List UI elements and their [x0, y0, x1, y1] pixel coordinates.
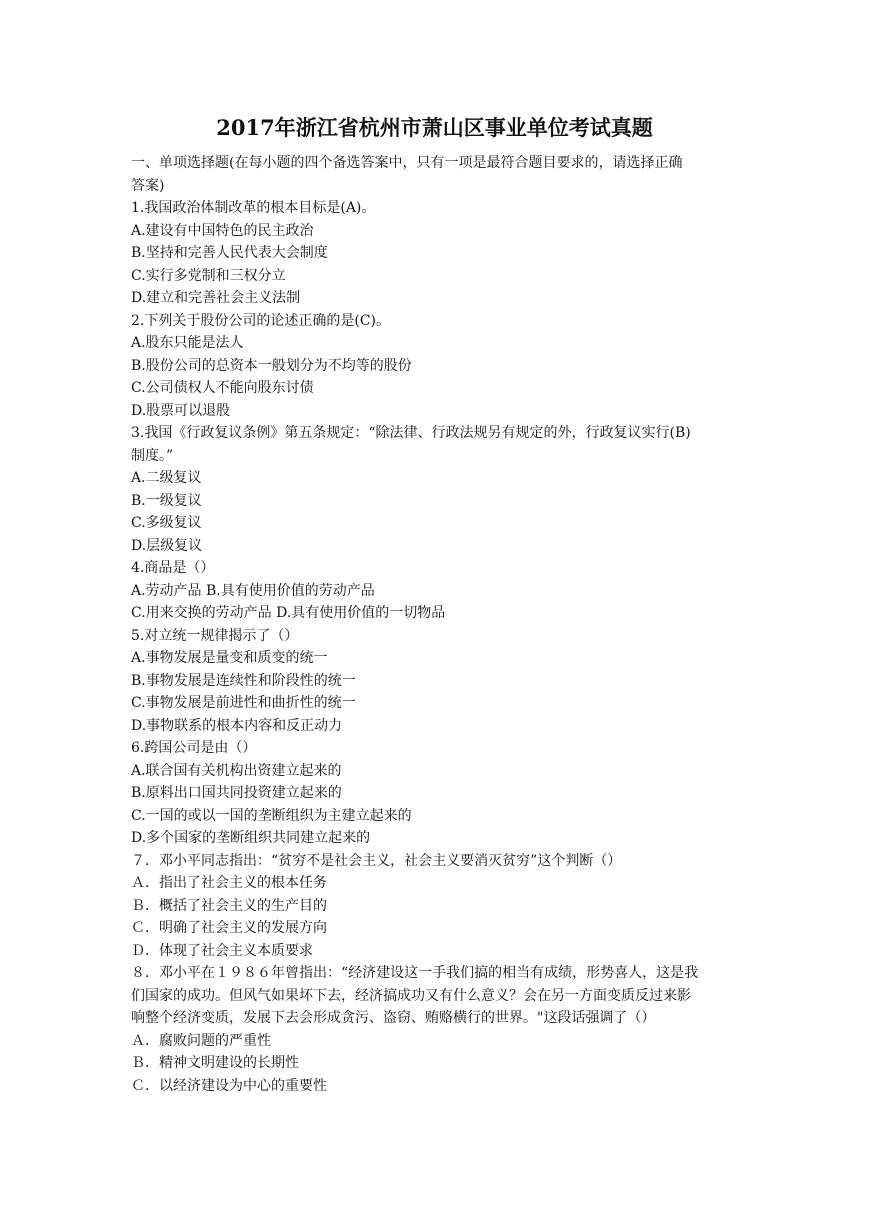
text-line: Ｂ．概括了社会主义的生产目的	[131, 897, 327, 914]
text-line: B.一级复议	[131, 492, 202, 509]
text-line: C.事物发展是前进性和曲折性的统一	[131, 695, 356, 711]
text-line: B.原料出口国共同投资建立起来的	[131, 785, 342, 801]
text-line: 2.下列关于股份公司的论述正确的是(C)。	[131, 312, 390, 329]
text-line: C.一国的或以一国的垄断组织为主建立起来的	[131, 807, 412, 824]
text-line: B.事物发展是连续性和阶段性的统一	[131, 672, 356, 689]
text-line: 们国家的成功。但风气如果坏下去，经济搞成功又有什么意义？会在另一方面变质反过来影	[131, 987, 691, 1004]
text-line: A.二级复议	[131, 470, 202, 486]
text-line: Ｄ．体现了社会主义本质要求	[131, 942, 313, 959]
text-line: D.层级复议	[131, 537, 203, 554]
text-line: Ａ．指出了社会主义的根本任务	[131, 875, 327, 891]
text-line: 答案)	[131, 177, 165, 194]
text-line: C.用来交换的劳动产品 D.具有使用价值的一切物品	[131, 605, 446, 621]
text-line: A.劳动产品 B.具有使用价值的劳动产品	[131, 582, 375, 599]
text-line: D.股票可以退股	[131, 402, 231, 419]
text-line: C.多级复议	[131, 515, 202, 531]
document-title: 2017年浙江省杭州市萧山区事业单位考试真题	[216, 115, 653, 140]
text-line: 6.跨国公司是由（）	[131, 740, 257, 756]
text-line: ７．邓小平同志指出：“贫穷不是社会主义，社会主义要消灭贫穷”这个判断（）	[131, 852, 622, 869]
text-line: B.坚持和完善人民代表大会制度	[131, 245, 328, 261]
text-line: B.股份公司的总资本一般划分为不均等的股份	[131, 357, 412, 374]
text-line: Ｃ．明确了社会主义的发展方向	[131, 920, 327, 936]
text-line: 5.对立统一规律揭示了（）	[131, 627, 299, 644]
text-line: Ｂ．精神文明建设的长期性	[131, 1055, 299, 1071]
text-line: 3.我国《行政复议条例》第五条规定：“除法律、行政法规另有规定的外，行政复议实行(B)	[131, 425, 691, 441]
text-line: 响整个经济变质，发展下去会形成贪污、盗窃、贿赂横行的世界。"这段话强调了（）	[131, 1010, 656, 1026]
text-line: ８．邓小平在１９８６年曾指出：“经济建设这一手我们搞的相当有成绩，形势喜人，这是我	[131, 965, 699, 981]
text-line: 一、单项选择题(在每小题的四个备选答案中，只有一项是最符合题目要求的，请选择正确	[131, 155, 683, 171]
text-line: C.公司债权人不能向股东讨债	[131, 380, 314, 396]
text-line: 4.商品是（）	[131, 560, 215, 576]
text-line: Ａ．腐败问题的严重性	[131, 1032, 271, 1049]
text-line: 制度。”	[131, 447, 174, 464]
text-line: A.联合国有关机构出资建立起来的	[131, 762, 342, 779]
text-line: C.实行多党制和三权分立	[131, 267, 286, 284]
text-line: Ｃ．以经济建设为中心的重要性	[131, 1077, 327, 1094]
text-line: A.股东只能是法人	[131, 335, 244, 351]
text-line: A.事物发展是量变和质变的统一	[131, 650, 328, 666]
text-line: 1.我国政治体制改革的根本目标是(A)。	[131, 200, 376, 216]
text-line: D.事物联系的根本内容和反正动力	[131, 717, 343, 734]
text-line: D.多个国家的垄断组织共同建立起来的	[131, 830, 371, 846]
document-body	[131, 152, 743, 1097]
text-line: D.建立和完善社会主义法制	[131, 290, 301, 306]
text-line: A.建设有中国特色的民主政治	[131, 222, 314, 239]
